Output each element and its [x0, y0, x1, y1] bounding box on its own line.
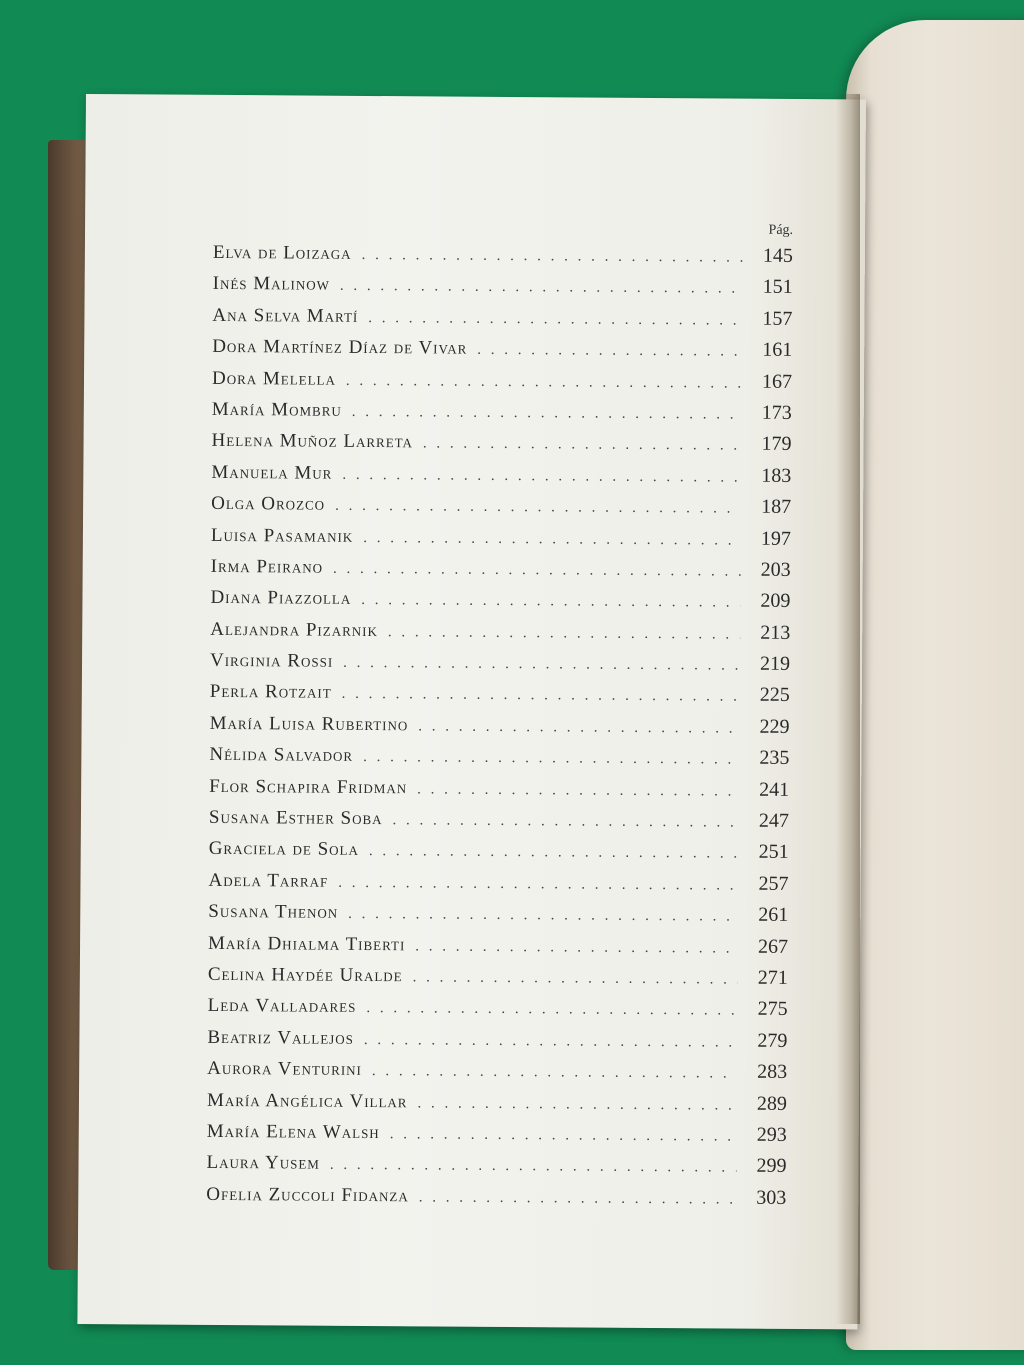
- toc-entry: [207, 994, 787, 1029]
- toc-entry-page: 251: [758, 841, 789, 864]
- toc-entry: [211, 429, 791, 464]
- page-gutter: [836, 94, 860, 1324]
- toc-leader-dots: [362, 247, 743, 267]
- toc-entry-name: Dora Melella: [211, 367, 336, 390]
- toc-entry-name: Aurora Venturini: [207, 1058, 363, 1081]
- toc-entry-name: Leda Valladares: [207, 995, 357, 1018]
- toc-leader-dots: [342, 686, 740, 706]
- toc-entry-name: Celina Haydée Uralde: [207, 963, 403, 987]
- toc-entry: [212, 398, 792, 433]
- toc-entry-page: 261: [758, 903, 789, 927]
- facing-page: [846, 20, 1024, 1350]
- toc-leader-dots: [417, 781, 739, 800]
- toc-entry-page: 257: [758, 872, 789, 895]
- toc-leader-dots: [342, 467, 741, 487]
- toc-entry-name: Flor Schapira Fridman: [209, 775, 408, 798]
- toc-entry-page: 157: [762, 307, 793, 330]
- toc-entry-name: Dora Martínez Díaz de Vivar: [212, 336, 468, 359]
- toc-entry-page: 209: [760, 590, 791, 613]
- toc-entry: [209, 775, 789, 810]
- toc-leader-dots: [333, 561, 741, 581]
- toc-entry: [211, 461, 791, 496]
- toc-entry: [211, 555, 791, 590]
- table-of-contents: [206, 219, 793, 1218]
- toc-entry-page: 241: [759, 778, 790, 801]
- toc-leader-dots: [364, 1032, 738, 1052]
- toc-entry-name: María Dhialma Tiberti: [208, 932, 406, 955]
- toc-entry: [207, 1057, 787, 1092]
- toc-leader-dots: [393, 812, 739, 831]
- toc-leader-dots: [477, 342, 742, 361]
- toc-entry-page: 279: [757, 1029, 788, 1052]
- toc-entry: [210, 586, 790, 621]
- toc-entry: [207, 1120, 787, 1155]
- toc-entry-name: Alejandra Pizarnik: [210, 618, 378, 641]
- toc-entry: [210, 680, 790, 715]
- toc-entry-name: Graciela de Sola: [208, 838, 359, 861]
- toc-entry-page: 275: [757, 998, 788, 1021]
- toc-entry: [209, 806, 789, 841]
- toc-entry: [206, 1151, 786, 1186]
- toc-entry-name: Nélida Salvador: [209, 744, 354, 767]
- toc-entry-name: Irma Peirano: [210, 555, 324, 578]
- toc-entry-page: 179: [761, 433, 792, 456]
- toc-entry-page: 271: [757, 966, 788, 989]
- toc-entry-name: María Angélica Villar: [206, 1089, 408, 1112]
- toc-leader-dots: [388, 624, 740, 643]
- toc-leader-dots: [415, 938, 738, 957]
- toc-entry-page: 293: [756, 1123, 787, 1146]
- toc-leader-dots: [423, 436, 742, 455]
- toc-leader-dots: [361, 592, 740, 612]
- book-page: [77, 94, 866, 1329]
- toc-entry-page: 267: [757, 935, 789, 958]
- toc-entry: [210, 618, 790, 653]
- toc-leader-dots: [343, 655, 740, 675]
- toc-entry: [209, 837, 789, 872]
- toc-entry: [211, 492, 791, 527]
- toc-entry-page: 303: [756, 1186, 787, 1209]
- toc-leader-dots: [335, 498, 741, 518]
- toc-entry-name: Laura Yusem: [206, 1152, 320, 1174]
- toc-entry-page: 247: [758, 809, 790, 832]
- toc-entry-name: Ana Selva Martí: [212, 304, 359, 327]
- toc-leader-dots: [340, 278, 743, 298]
- toc-entry-page: 235: [759, 746, 790, 770]
- toc-leader-dots: [366, 1000, 737, 1020]
- toc-entry-page: 167: [761, 370, 793, 393]
- toc-leader-dots: [363, 749, 739, 769]
- toc-entry: [209, 743, 789, 778]
- toc-entry: [208, 931, 788, 966]
- toc-entry-name: Elva de Loizaga: [212, 241, 352, 264]
- toc-leader-dots: [372, 1063, 737, 1083]
- toc-entry-page: 145: [762, 244, 793, 267]
- toc-entry: [206, 1183, 786, 1218]
- toc-entry-name: María Elena Walsh: [206, 1120, 380, 1144]
- toc-entry-page: 197: [760, 527, 791, 550]
- toc-leader-dots: [352, 404, 742, 424]
- toc-leader-dots: [413, 969, 738, 988]
- toc-entry-name: Diana Piazzolla: [210, 587, 352, 610]
- toc-leader-dots: [419, 1189, 737, 1208]
- toc-entry-page: 183: [761, 464, 792, 487]
- toc-leader-dots: [390, 1126, 737, 1145]
- toc-entry: [207, 1088, 787, 1123]
- toc-entry-page: 151: [762, 276, 793, 299]
- toc-entry-name: Helena Muñoz Larreta: [211, 430, 414, 453]
- toc-entry-name: Olga Orozco: [211, 493, 326, 515]
- toc-entry-page: 299: [756, 1155, 787, 1178]
- toc-entry: [208, 900, 788, 935]
- toc-leader-dots: [369, 843, 739, 863]
- toc-entry: [212, 304, 792, 339]
- toc-leader-dots: [368, 310, 742, 330]
- toc-entry: [213, 241, 793, 276]
- toc-entry-name: Luisa Pasamanik: [210, 524, 354, 547]
- toc-list: [206, 241, 793, 1218]
- toc-entry: [212, 335, 792, 370]
- toc-entry-page: 219: [759, 652, 791, 676]
- toc-entry: [211, 523, 791, 558]
- toc-entry-name: Inés Malinow: [212, 273, 330, 296]
- toc-entry-name: Virginia Rossi: [209, 649, 334, 672]
- toc-entry-name: Adela Tarraf: [208, 869, 329, 892]
- toc-entry-name: Perla Rotzait: [209, 681, 332, 704]
- toc-entry: [208, 963, 788, 998]
- toc-leader-dots: [417, 1095, 737, 1114]
- toc-entry-name: María Mombru: [211, 398, 342, 421]
- toc-leader-dots: [346, 372, 742, 392]
- toc-entry: [207, 1026, 787, 1061]
- toc-entry-page: 203: [760, 558, 791, 581]
- toc-entry-name: Susana Thenon: [208, 901, 339, 923]
- toc-entry-name: Manuela Mur: [211, 461, 333, 484]
- toc-leader-dots: [363, 529, 741, 549]
- toc-entry-page: 213: [760, 621, 791, 644]
- toc-entry: [213, 272, 793, 307]
- toc-leader-dots: [348, 906, 738, 926]
- toc-leader-dots: [338, 875, 738, 895]
- page-column-header: Pág.: [768, 222, 794, 238]
- toc-leader-dots: [330, 1157, 737, 1177]
- toc-entry-page: 173: [761, 401, 792, 424]
- toc-leader-dots: [418, 718, 739, 737]
- toc-entry: [208, 869, 788, 904]
- toc-entry-page: 289: [756, 1092, 788, 1115]
- toc-entry: [209, 712, 789, 747]
- toc-entry-page: 187: [761, 495, 792, 519]
- toc-entry-name: Beatriz Vallejos: [207, 1026, 354, 1049]
- toc-entry-page: 229: [759, 715, 790, 738]
- toc-entry-name: Ofelia Zuccoli Fidanza: [206, 1183, 409, 1206]
- toc-entry-name: María Luisa Rubertino: [209, 712, 409, 736]
- toc-entry: [212, 366, 792, 401]
- toc-entry-page: 225: [759, 684, 790, 707]
- toc-entry-name: Susana Esther Soba: [208, 806, 383, 830]
- toc-entry: [210, 649, 790, 684]
- toc-entry-page: 283: [757, 1060, 788, 1084]
- toc-entry-page: 161: [762, 338, 793, 362]
